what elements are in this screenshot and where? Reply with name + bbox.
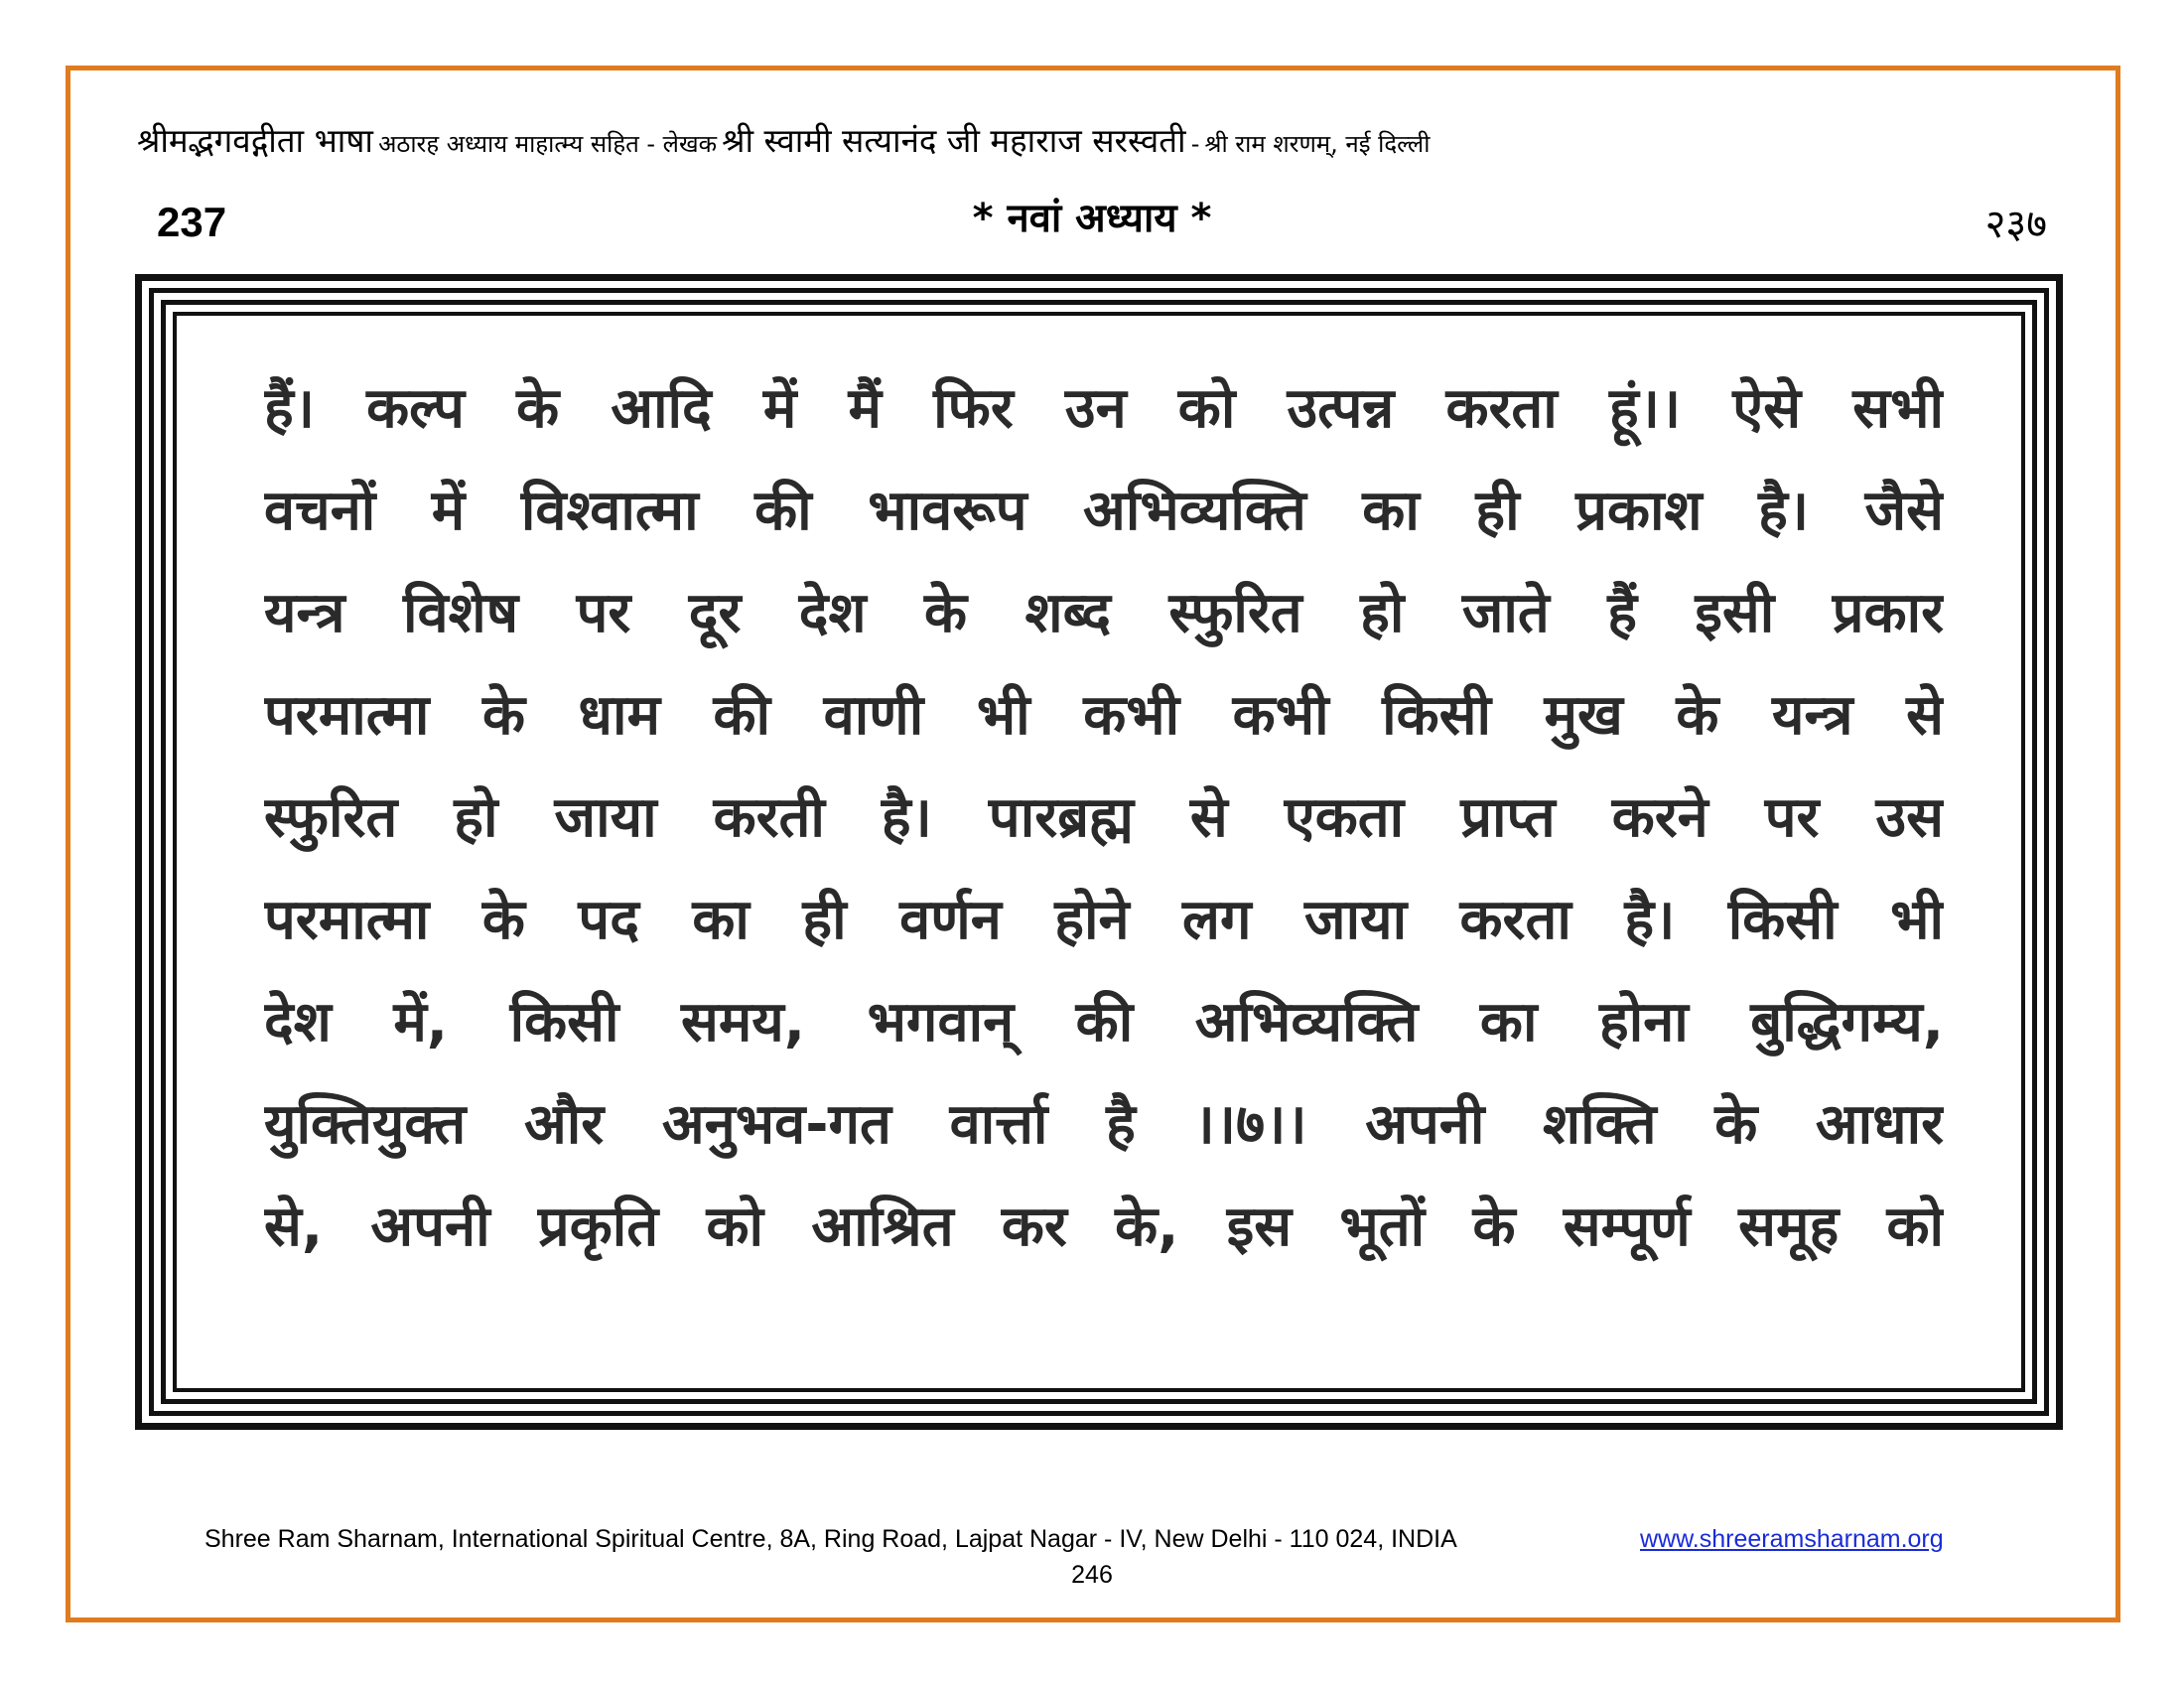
footer-address: Shree Ram Sharnam, International Spiritual Centre, 8A, Ring Road, Lajpat Nagar - IV, New Delhi - 110 024, INDIA — [205, 1525, 1457, 1553]
body-line: हैं। कल्प के आदि में मैं फिर उन को उत्पन्न करता हूं।। ऐसे सभी — [264, 376, 1944, 441]
page-number-arabic: 237 — [157, 199, 227, 245]
running-header — [137, 117, 2063, 162]
body-line: परमात्मा के पद का ही वर्णन होने लग जाया करता है। किसी भी — [264, 888, 1944, 952]
header-separator: - — [1190, 130, 1200, 158]
book-title: श्रीमद्भगवद्गीता भाषा — [137, 121, 373, 160]
page-number-devanagari: २३७ — [1984, 202, 2047, 247]
author-name: श्री स्वामी सत्यानंद जी महाराज सरस्वती — [722, 121, 1186, 160]
website-link[interactable]: www.shreeramsharnam.org — [1640, 1525, 1944, 1553]
body-line: यन्त्र विशेष पर दूर देश के शब्द स्फुरित हो जाते हैं इसी प्रकार — [264, 581, 1944, 645]
footer-page-number: 246 — [1071, 1561, 1113, 1589]
body-line: स्फुरित हो जाया करती है। पारब्रह्म से एकता प्राप्त करने पर उस — [264, 785, 1944, 850]
body-line: देश में, किसी समय, भगवान् की अभिव्यक्ति का होना बुद्धिगम्य, — [264, 990, 1944, 1055]
body-line: परमात्मा के धाम की वाणी भी कभी कभी किसी मुख के यन्त्र से — [264, 683, 1944, 748]
body-line: वचनों में विश्वात्मा की भावरूप अभिव्यक्ति का ही प्रकाश है। जैसे — [264, 479, 1944, 543]
text-frame — [135, 274, 2063, 1430]
publisher-name: श्री राम शरणम्, नई दिल्ली — [1204, 130, 1431, 158]
body-line: युक्तियुक्त और अनुभव-गत वार्त्ता है ।।७।। अपनी शक्ति के आधार — [264, 1092, 1944, 1157]
body-text — [264, 357, 1944, 1278]
body-line: से, अपनी प्रकृति को आश्रित कर के, इस भूतों के सम्पूर्ण समूह को — [264, 1195, 1944, 1259]
chapter-title: * नवां अध्याय * — [972, 196, 1212, 241]
book-subtitle: अठारह अध्याय माहात्म्य सहित - लेखक — [378, 130, 718, 158]
